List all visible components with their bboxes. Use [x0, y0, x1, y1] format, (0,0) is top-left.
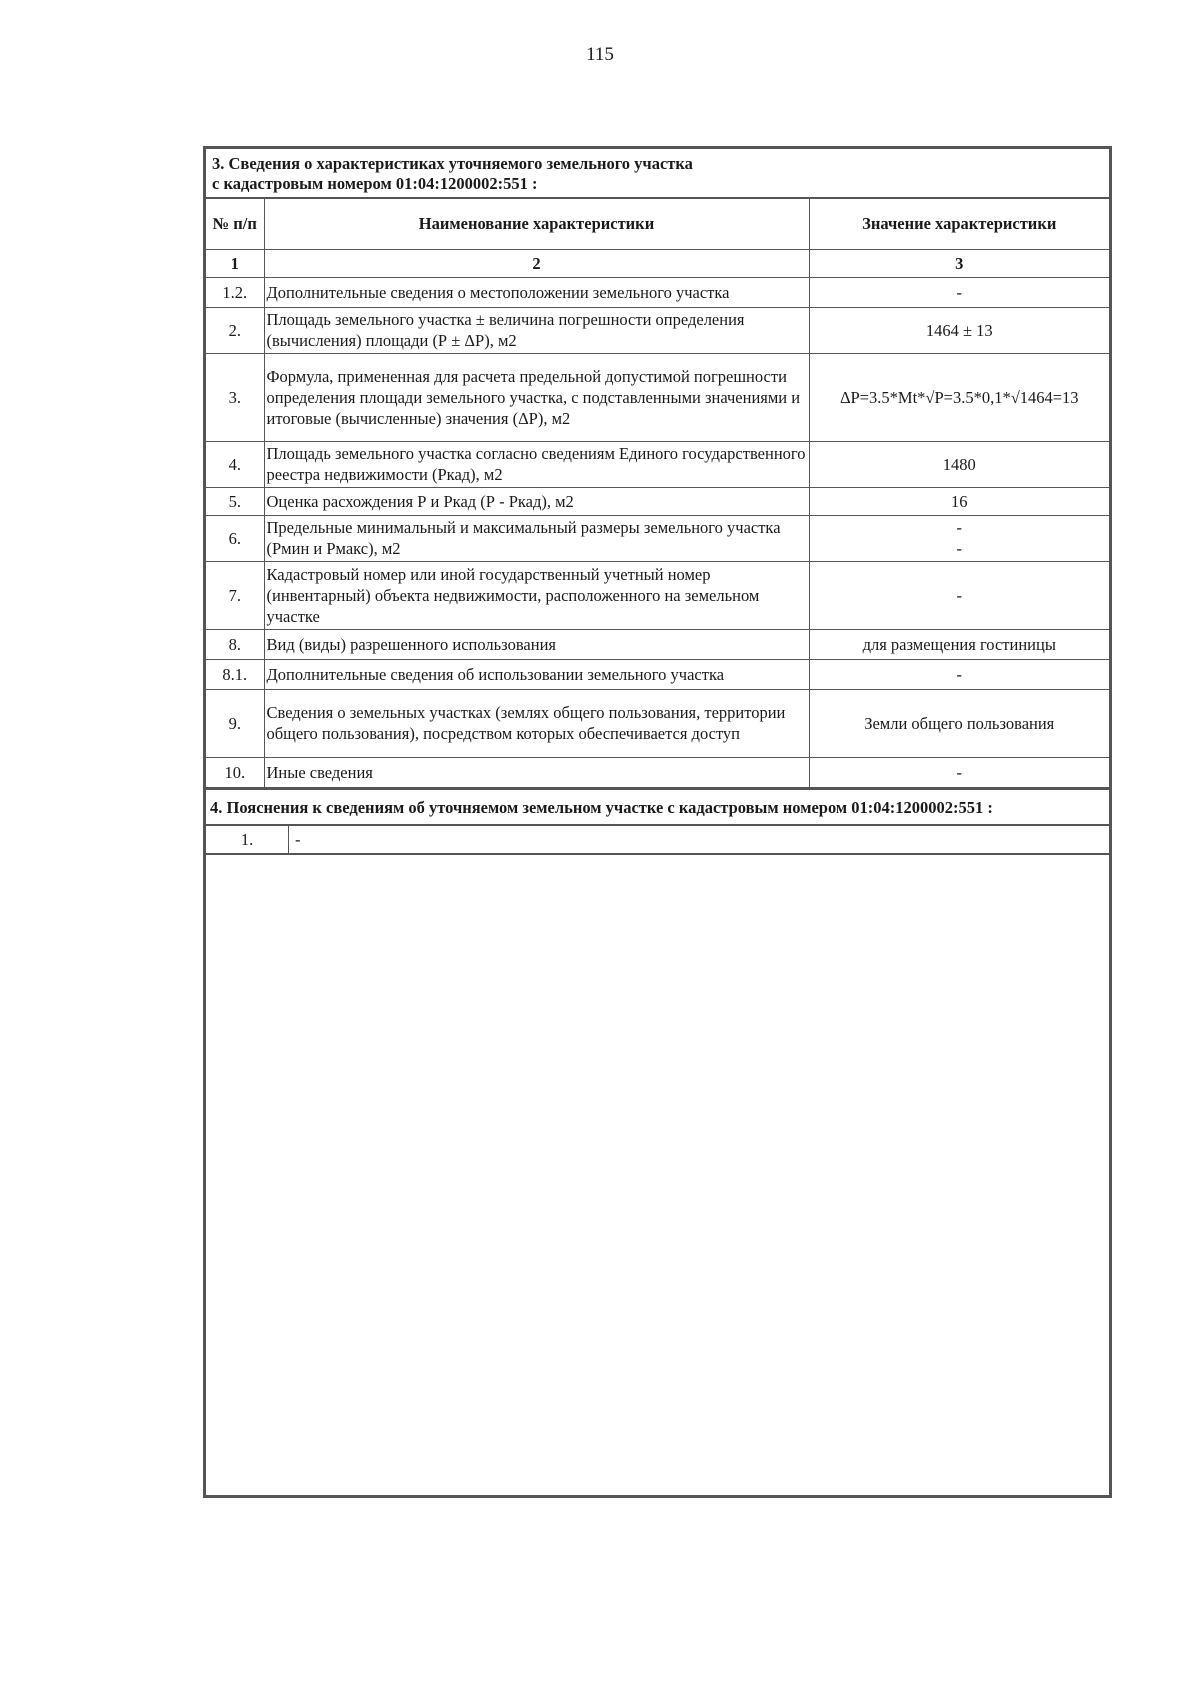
- row-value: -: [809, 659, 1109, 689]
- note-num: 1.: [206, 826, 289, 853]
- row-name: Иные сведения: [264, 757, 809, 787]
- row-value: Земли общего пользования: [809, 689, 1109, 757]
- row-name: Кадастровый номер или иной государственный учетный номер (инвентарный) объекта недвижимости, расположенного на земельном участке: [264, 561, 809, 629]
- document-frame: [203, 146, 1112, 1498]
- row-value: -: [809, 757, 1109, 787]
- section-3-title-line1: 3. Сведения о характеристиках уточняемого земельного участка: [212, 154, 693, 173]
- row-num: 9.: [206, 689, 264, 757]
- row-num: 5.: [206, 487, 264, 515]
- table-row: [206, 689, 1109, 757]
- row-num: 2.: [206, 307, 264, 353]
- row-num: 7.: [206, 561, 264, 629]
- row-value: 1480: [809, 441, 1109, 487]
- row-name: Формула, примененная для расчета предельной допустимой погрешности определения площади земельного участка, с подставленными значениями и итоговые (вычисленные) значения (ΔР), м2: [264, 353, 809, 441]
- table-row: [206, 353, 1109, 441]
- note-text: -: [295, 829, 301, 849]
- table-row: [206, 561, 1109, 629]
- table-row: [206, 629, 1109, 659]
- row-num: 6.: [206, 515, 264, 561]
- header-num: № п/п: [206, 199, 264, 249]
- table-row: [206, 515, 1109, 561]
- table-row: [206, 307, 1109, 353]
- row-name: Предельные минимальный и максимальный размеры земельного участка (Рмин и Рмакс), м2: [264, 515, 809, 561]
- row-num: 1.2.: [206, 277, 264, 307]
- table-row: [206, 659, 1109, 689]
- table-row: [206, 441, 1109, 487]
- characteristics-table: [206, 199, 1109, 788]
- row-name: Сведения о земельных участках (землях общего пользования, территории общего пользования), посредством которых обеспечивается доступ: [264, 689, 809, 757]
- row-value-max: -: [956, 539, 962, 558]
- header-name: Наименование характеристики: [264, 199, 809, 249]
- row-num: 8.: [206, 629, 264, 659]
- section-3-title: [206, 149, 1109, 199]
- row-value: для размещения гостиницы: [809, 629, 1109, 659]
- table-row: [206, 277, 1109, 307]
- row-name: Площадь земельного участка ± величина погрешности определения (вычисления) площади (Р ± ΔР), м2: [264, 307, 809, 353]
- row-value: -: [809, 277, 1109, 307]
- note-row: [206, 826, 1109, 855]
- row-name: Площадь земельного участка согласно сведениям Единого государственного реестра недвижимости (Ркад), м2: [264, 441, 809, 487]
- column-number-row: [206, 249, 1109, 277]
- section-4-title: 4. Пояснения к сведениям об уточняемом земельном участке с кадастровым номером 01:04:1200002:551 :: [206, 788, 1109, 826]
- page-number: 115: [586, 44, 614, 65]
- row-name: Дополнительные сведения о местоположении земельного участка: [264, 277, 809, 307]
- row-name: Оценка расхождения Р и Ркад (Р - Ркад), м2: [264, 487, 809, 515]
- row-value: ΔР=3.5*Mt*√Р=3.5*0,1*√1464=13: [809, 353, 1109, 441]
- row-value: 1464 ± 13: [809, 307, 1109, 353]
- row-num: 8.1.: [206, 659, 264, 689]
- col-number-2: 2: [264, 249, 809, 277]
- row-num: 4.: [206, 441, 264, 487]
- section-3-title-line2: с кадастровым номером 01:04:1200002:551 :: [212, 174, 538, 193]
- table-header-row: [206, 199, 1109, 249]
- col-number-3: 3: [809, 249, 1109, 277]
- row-value: 16: [809, 487, 1109, 515]
- row-value: -: [809, 561, 1109, 629]
- row-name: Вид (виды) разрешенного использования: [264, 629, 809, 659]
- row-num: 3.: [206, 353, 264, 441]
- row-value-min: -: [956, 518, 962, 537]
- table-row: [206, 487, 1109, 515]
- row-num: 10.: [206, 757, 264, 787]
- row-value: [809, 515, 1109, 561]
- header-value: Значение характеристики: [809, 199, 1109, 249]
- col-number-1: 1: [206, 249, 264, 277]
- row-name: Дополнительные сведения об использовании земельного участка: [264, 659, 809, 689]
- table-row: [206, 757, 1109, 787]
